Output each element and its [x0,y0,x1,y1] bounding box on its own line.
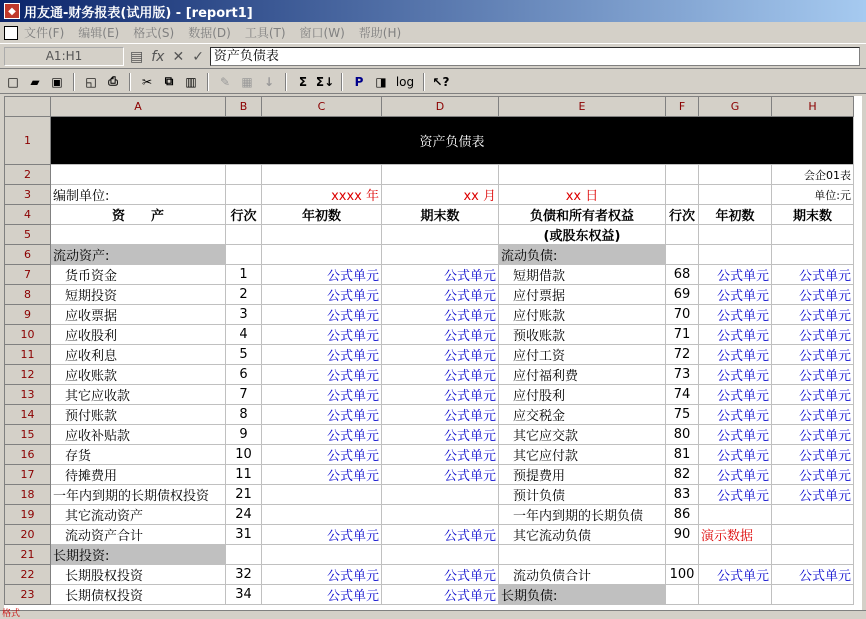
row-header[interactable]: 7 [5,265,51,285]
liability-label[interactable]: 应付福利费 [499,365,666,385]
header-end[interactable]: 期末数 [382,205,499,225]
menu-tools[interactable]: 工具(T) [244,26,286,40]
year-label[interactable]: xxxx 年 [262,185,382,205]
row-header[interactable]: 13 [5,385,51,405]
asset-label[interactable]: 流动资产合计 [51,525,226,545]
spreadsheet[interactable] [4,96,862,610]
asset-label[interactable]: 应收利息 [51,345,226,365]
formula-cell[interactable]: 公式单元 [772,465,854,485]
cell[interactable] [666,585,699,605]
line-number[interactable]: 6 [226,365,262,385]
formula-cell[interactable]: 公式单元 [262,265,382,285]
formula-cell[interactable]: 公式单元 [262,385,382,405]
line-number[interactable]: 80 [666,425,699,445]
column-header[interactable]: A [51,97,226,117]
cell[interactable] [699,505,772,525]
row-header[interactable]: 16 [5,445,51,465]
paste-icon[interactable]: ▥ [185,74,197,89]
row-header[interactable]: 5 [5,225,51,245]
formula-cell[interactable]: 公式单元 [699,365,772,385]
sheet-tab[interactable]: 格式 [2,609,21,619]
liability-label[interactable]: 应付股利 [499,385,666,405]
formula-cell[interactable]: 公式单元 [772,265,854,285]
header-asset[interactable]: 资 产 [51,205,226,225]
column-header[interactable]: H [772,97,854,117]
line-number[interactable]: 7 [226,385,262,405]
line-number[interactable]: 75 [666,405,699,425]
cell[interactable] [226,185,262,205]
table-row [5,505,854,525]
cell[interactable] [772,245,854,265]
day-label[interactable]: xx 日 [499,185,666,205]
formula-cell[interactable]: 公式单元 [382,585,499,605]
row-header[interactable]: 9 [5,305,51,325]
section-long-liabilities[interactable]: 长期负债: [499,585,666,605]
sum-down-icon[interactable]: Σ↓ [315,74,335,89]
cell[interactable] [51,225,226,245]
section-current-assets[interactable]: 流动资产: [51,245,226,265]
formula-cell[interactable]: 公式单元 [382,365,499,385]
line-number[interactable]: 9 [226,425,262,445]
asset-label[interactable]: 应收补贴款 [51,425,226,445]
row-header[interactable]: 19 [5,505,51,525]
line-number[interactable]: 31 [226,525,262,545]
formula-cell[interactable]: 公式单元 [699,285,772,305]
cell[interactable] [226,245,262,265]
formula-cell[interactable]: 公式单元 [772,305,854,325]
formula-cell[interactable]: 公式单元 [699,465,772,485]
line-number[interactable]: 21 [226,485,262,505]
table-row [5,365,854,385]
line-number[interactable]: 71 [666,325,699,345]
table-row [5,545,854,565]
cell[interactable] [666,225,699,245]
app-icon[interactable]: ◆ [4,3,20,19]
column-header[interactable]: F [666,97,699,117]
toolbar-separator [423,73,425,91]
formula-cell[interactable] [382,505,499,525]
liability-label[interactable]: 预计负债 [499,485,666,505]
formula-cell[interactable]: 公式单元 [699,325,772,345]
table-row [5,425,854,445]
insert-icon[interactable]: ▦ [241,74,253,89]
row-header[interactable]: 6 [5,245,51,265]
liability-label[interactable]: 应付票据 [499,285,666,305]
row-header[interactable]: 23 [5,585,51,605]
table-row [5,465,854,485]
toolbar-separator [341,73,343,91]
liability-label[interactable]: 其它应付款 [499,445,666,465]
cell[interactable] [262,245,382,265]
header-end-2[interactable]: 期末数 [772,205,854,225]
formula-cell[interactable]: 公式单元 [699,385,772,405]
formula-input[interactable]: 资产负债表 [210,47,860,66]
formula-cell[interactable]: 公式单元 [699,265,772,285]
formula-cell[interactable]: 公式单元 [382,445,499,465]
formula-cell[interactable]: 公式单元 [772,325,854,345]
menu-data[interactable]: 数据(D) [188,26,231,40]
line-number[interactable]: 10 [226,445,262,465]
formula-cell[interactable] [382,485,499,505]
cell[interactable] [226,545,262,565]
cut-icon[interactable]: ✂ [141,74,153,89]
asset-label[interactable]: 应收股利 [51,325,226,345]
cell[interactable] [699,585,772,605]
formula-cell[interactable]: 公式单元 [699,405,772,425]
formula-cell[interactable]: 公式单元 [772,445,854,465]
line-number[interactable]: 24 [226,505,262,525]
table-row [5,305,854,325]
form-number[interactable]: 会企01表 [772,165,854,185]
cell[interactable] [699,545,772,565]
row-header[interactable]: 3 [5,185,51,205]
formula-cell[interactable]: 公式单元 [699,345,772,365]
line-number[interactable]: 32 [226,565,262,585]
table-row [5,325,854,345]
line-number[interactable]: 82 [666,465,699,485]
formula-cell[interactable] [262,505,382,525]
asset-label[interactable]: 应收账款 [51,365,226,385]
formula-cell[interactable]: 公式单元 [382,305,499,325]
table-row [5,445,854,465]
row-header[interactable]: 21 [5,545,51,565]
title-bar [0,0,866,22]
section-long-investments[interactable]: 长期投资: [51,545,226,565]
row-header[interactable]: 1 [5,117,51,165]
status-bar [0,610,866,617]
toolbar-separator [207,73,209,91]
formula-cell[interactable]: 公式单元 [699,305,772,325]
formula-cell[interactable]: 公式单元 [772,425,854,445]
asset-label[interactable]: 存货 [51,445,226,465]
line-number[interactable]: 69 [666,285,699,305]
line-number[interactable]: 1 [226,265,262,285]
cell[interactable] [772,525,854,545]
cell[interactable] [262,165,382,185]
document-icon[interactable] [4,26,18,40]
line-number[interactable]: 70 [666,305,699,325]
formula-cell[interactable]: 公式单元 [772,385,854,405]
toolbar-separator [285,73,287,91]
formula-cell[interactable]: 公式单元 [262,325,382,345]
cell[interactable] [226,165,262,185]
formula-cell[interactable]: 公式单元 [699,485,772,505]
table-row [5,405,854,425]
asset-label[interactable]: 其它应收款 [51,385,226,405]
menu-help[interactable]: 帮助(H) [358,26,402,40]
cell[interactable] [499,545,666,565]
chart-icon[interactable]: ◨ [375,74,387,89]
bold-p-button[interactable]: P [354,74,364,89]
asset-label[interactable]: 待摊费用 [51,465,226,485]
asset-label[interactable]: 预付账款 [51,405,226,425]
cell[interactable] [262,225,382,245]
liability-label[interactable]: 应付工资 [499,345,666,365]
formula-cell[interactable]: 公式单元 [772,405,854,425]
menu-window[interactable]: 窗口(W) [299,26,345,40]
window-title: 用友通-财务报表(试用版) - [report1] [24,5,253,21]
formula-cell[interactable]: 公式单元 [772,365,854,385]
formula-cell[interactable]: 公式单元 [262,525,382,545]
cell[interactable] [666,545,699,565]
calculator-icon[interactable]: ▤ [130,48,144,65]
header-line[interactable]: 行次 [226,205,262,225]
formula-cell[interactable]: 公式单元 [262,405,382,425]
line-number[interactable]: 34 [226,585,262,605]
header-line-2[interactable]: 行次 [666,205,699,225]
print-preview-icon[interactable]: ◱ [85,74,97,89]
line-number[interactable]: 5 [226,345,262,365]
menu-bar [0,22,866,44]
formula-cell[interactable]: 公式单元 [262,365,382,385]
asset-label[interactable]: 一年内到期的长期债权投资 [51,485,226,505]
liability-label[interactable]: 流动负债合计 [499,565,666,585]
liability-label[interactable]: 应付账款 [499,305,666,325]
help-pointer-icon[interactable]: ↖? [432,74,450,89]
header-begin-2[interactable]: 年初数 [699,205,772,225]
formula-cell[interactable]: 公式单元 [262,285,382,305]
row-header[interactable]: 15 [5,425,51,445]
asset-label[interactable]: 货币资金 [51,265,226,285]
line-number[interactable]: 73 [666,365,699,385]
formula-cell[interactable]: 公式单元 [772,345,854,365]
formula-cell[interactable]: 公式单元 [382,425,499,445]
formula-cell[interactable]: 公式单元 [382,265,499,285]
cell[interactable] [499,165,666,185]
cell[interactable] [699,185,772,205]
formula-cell[interactable]: 公式单元 [262,465,382,485]
corner-cell[interactable] [5,97,51,117]
formula-icon[interactable]: ✎ [219,74,231,89]
section-current-liabilities[interactable]: 流动负债: [499,245,666,265]
confirm-icon[interactable]: ✓ [192,48,204,65]
report-grid [4,96,854,605]
cell[interactable] [772,545,854,565]
formula-cell[interactable]: 公式单元 [382,385,499,405]
sum-icon[interactable]: Σ [298,74,308,89]
formula-cell[interactable]: 公式单元 [772,485,854,505]
demo-data-label[interactable]: 演示数据 [699,525,772,545]
line-number[interactable]: 72 [666,345,699,365]
unit-label[interactable]: 单位:元 [772,185,854,205]
liability-label[interactable]: 预收账款 [499,325,666,345]
liability-label[interactable]: 预提费用 [499,465,666,485]
function-icon[interactable]: fx [151,48,165,65]
menu-file[interactable]: 文件(F) [24,26,65,40]
table-row [5,585,854,605]
formula-cell[interactable]: 公式单元 [382,325,499,345]
line-number[interactable]: 100 [666,565,699,585]
line-number[interactable]: 90 [666,525,699,545]
asset-label[interactable]: 其它流动资产 [51,505,226,525]
table-row [5,285,854,305]
cancel-icon[interactable]: ✕ [172,48,185,65]
column-header[interactable]: E [499,97,666,117]
line-number[interactable]: 11 [226,465,262,485]
formula-cell[interactable]: 公式单元 [262,305,382,325]
asset-label[interactable]: 长期债权投资 [51,585,226,605]
formula-cell[interactable]: 公式单元 [382,345,499,365]
row-header[interactable]: 8 [5,285,51,305]
cell[interactable] [699,225,772,245]
formula-cell[interactable]: 公式单元 [382,565,499,585]
row-header[interactable]: 12 [5,365,51,385]
header-liability-sub[interactable]: (或股东权益) [499,225,666,245]
formula-cell[interactable]: 公式单元 [262,585,382,605]
row-header[interactable]: 22 [5,565,51,585]
formula-bar [0,45,866,69]
liability-label[interactable]: 短期借款 [499,265,666,285]
log-button[interactable]: log [395,74,415,89]
row-header[interactable]: 20 [5,525,51,545]
cell[interactable] [382,245,499,265]
new-file-icon[interactable]: □ [7,74,19,89]
formula-cell[interactable]: 公式单元 [262,345,382,365]
cell[interactable] [666,165,699,185]
toolbar-separator [73,73,75,91]
line-number[interactable]: 3 [226,305,262,325]
copy-icon[interactable]: ⧉ [164,74,174,88]
cell[interactable] [51,165,226,185]
row-header[interactable]: 14 [5,405,51,425]
liability-label[interactable]: 其它流动负债 [499,525,666,545]
menu-format[interactable]: 格式(S) [133,26,175,40]
formula-cell[interactable] [262,485,382,505]
line-number[interactable]: 68 [666,265,699,285]
month-label[interactable]: xx 月 [382,185,499,205]
print-icon[interactable]: ⎙ [108,74,118,88]
cell[interactable] [382,225,499,245]
formula-cell[interactable]: 公式单元 [699,445,772,465]
formula-cell[interactable]: 公式单元 [262,425,382,445]
save-icon[interactable]: ▣ [51,74,63,89]
asset-label[interactable]: 长期股权投资 [51,565,226,585]
table-row [5,265,854,285]
formula-cell[interactable]: 公式单元 [382,525,499,545]
row-header[interactable]: 2 [5,165,51,185]
liability-label[interactable]: 其它应交款 [499,425,666,445]
formula-cell[interactable]: 公式单元 [772,565,854,585]
cell[interactable] [699,245,772,265]
compiler-label[interactable]: 编制单位: [51,185,226,205]
line-number[interactable]: 4 [226,325,262,345]
row-header[interactable]: 11 [5,345,51,365]
column-header[interactable]: G [699,97,772,117]
liability-label[interactable]: 一年内到期的长期负债 [499,505,666,525]
column-header[interactable]: B [226,97,262,117]
line-number[interactable]: 86 [666,505,699,525]
row-header[interactable]: 10 [5,325,51,345]
row-header[interactable]: 18 [5,485,51,505]
formula-cell[interactable]: 公式单元 [382,285,499,305]
line-number[interactable]: 8 [226,405,262,425]
formula-cell[interactable]: 公式单元 [382,465,499,485]
cell[interactable] [699,165,772,185]
formula-cell[interactable]: 公式单元 [699,425,772,445]
formula-cell[interactable]: 公式单元 [699,565,772,585]
cell-reference-box[interactable]: A1:H1 [4,47,124,66]
cell[interactable] [666,245,699,265]
formula-cell[interactable]: 公式单元 [382,405,499,425]
formula-cell[interactable]: 公式单元 [772,285,854,305]
asset-label[interactable]: 短期投资 [51,285,226,305]
header-liability[interactable]: 负债和所有者权益 [499,205,666,225]
open-folder-icon[interactable]: ▰ [30,74,40,89]
line-number[interactable]: 83 [666,485,699,505]
report-title[interactable]: 资产负债表 [51,117,854,165]
formula-cell[interactable]: 公式单元 [262,565,382,585]
table-row [5,385,854,405]
line-number[interactable]: 74 [666,385,699,405]
cell[interactable] [382,545,499,565]
toolbar-separator [129,73,131,91]
header-begin[interactable]: 年初数 [262,205,382,225]
table-row [5,565,854,585]
row-header[interactable]: 17 [5,465,51,485]
toolbar [0,70,866,94]
liability-label[interactable]: 应交税金 [499,405,666,425]
cell[interactable] [772,585,854,605]
cell[interactable] [226,225,262,245]
cell[interactable] [666,185,699,205]
table-row [5,345,854,365]
line-number[interactable]: 2 [226,285,262,305]
sort-icon[interactable]: ↓ [263,74,275,89]
column-header[interactable]: D [382,97,499,117]
table-row [5,525,854,545]
formula-cell[interactable]: 公式单元 [262,445,382,465]
cell[interactable] [772,225,854,245]
asset-label[interactable]: 应收票据 [51,305,226,325]
menu-edit[interactable]: 编辑(E) [78,26,120,40]
cell[interactable] [382,165,499,185]
row-header[interactable]: 4 [5,205,51,225]
cell[interactable] [772,505,854,525]
column-header[interactable]: C [262,97,382,117]
cell[interactable] [262,545,382,565]
table-row [5,485,854,505]
line-number[interactable]: 81 [666,445,699,465]
